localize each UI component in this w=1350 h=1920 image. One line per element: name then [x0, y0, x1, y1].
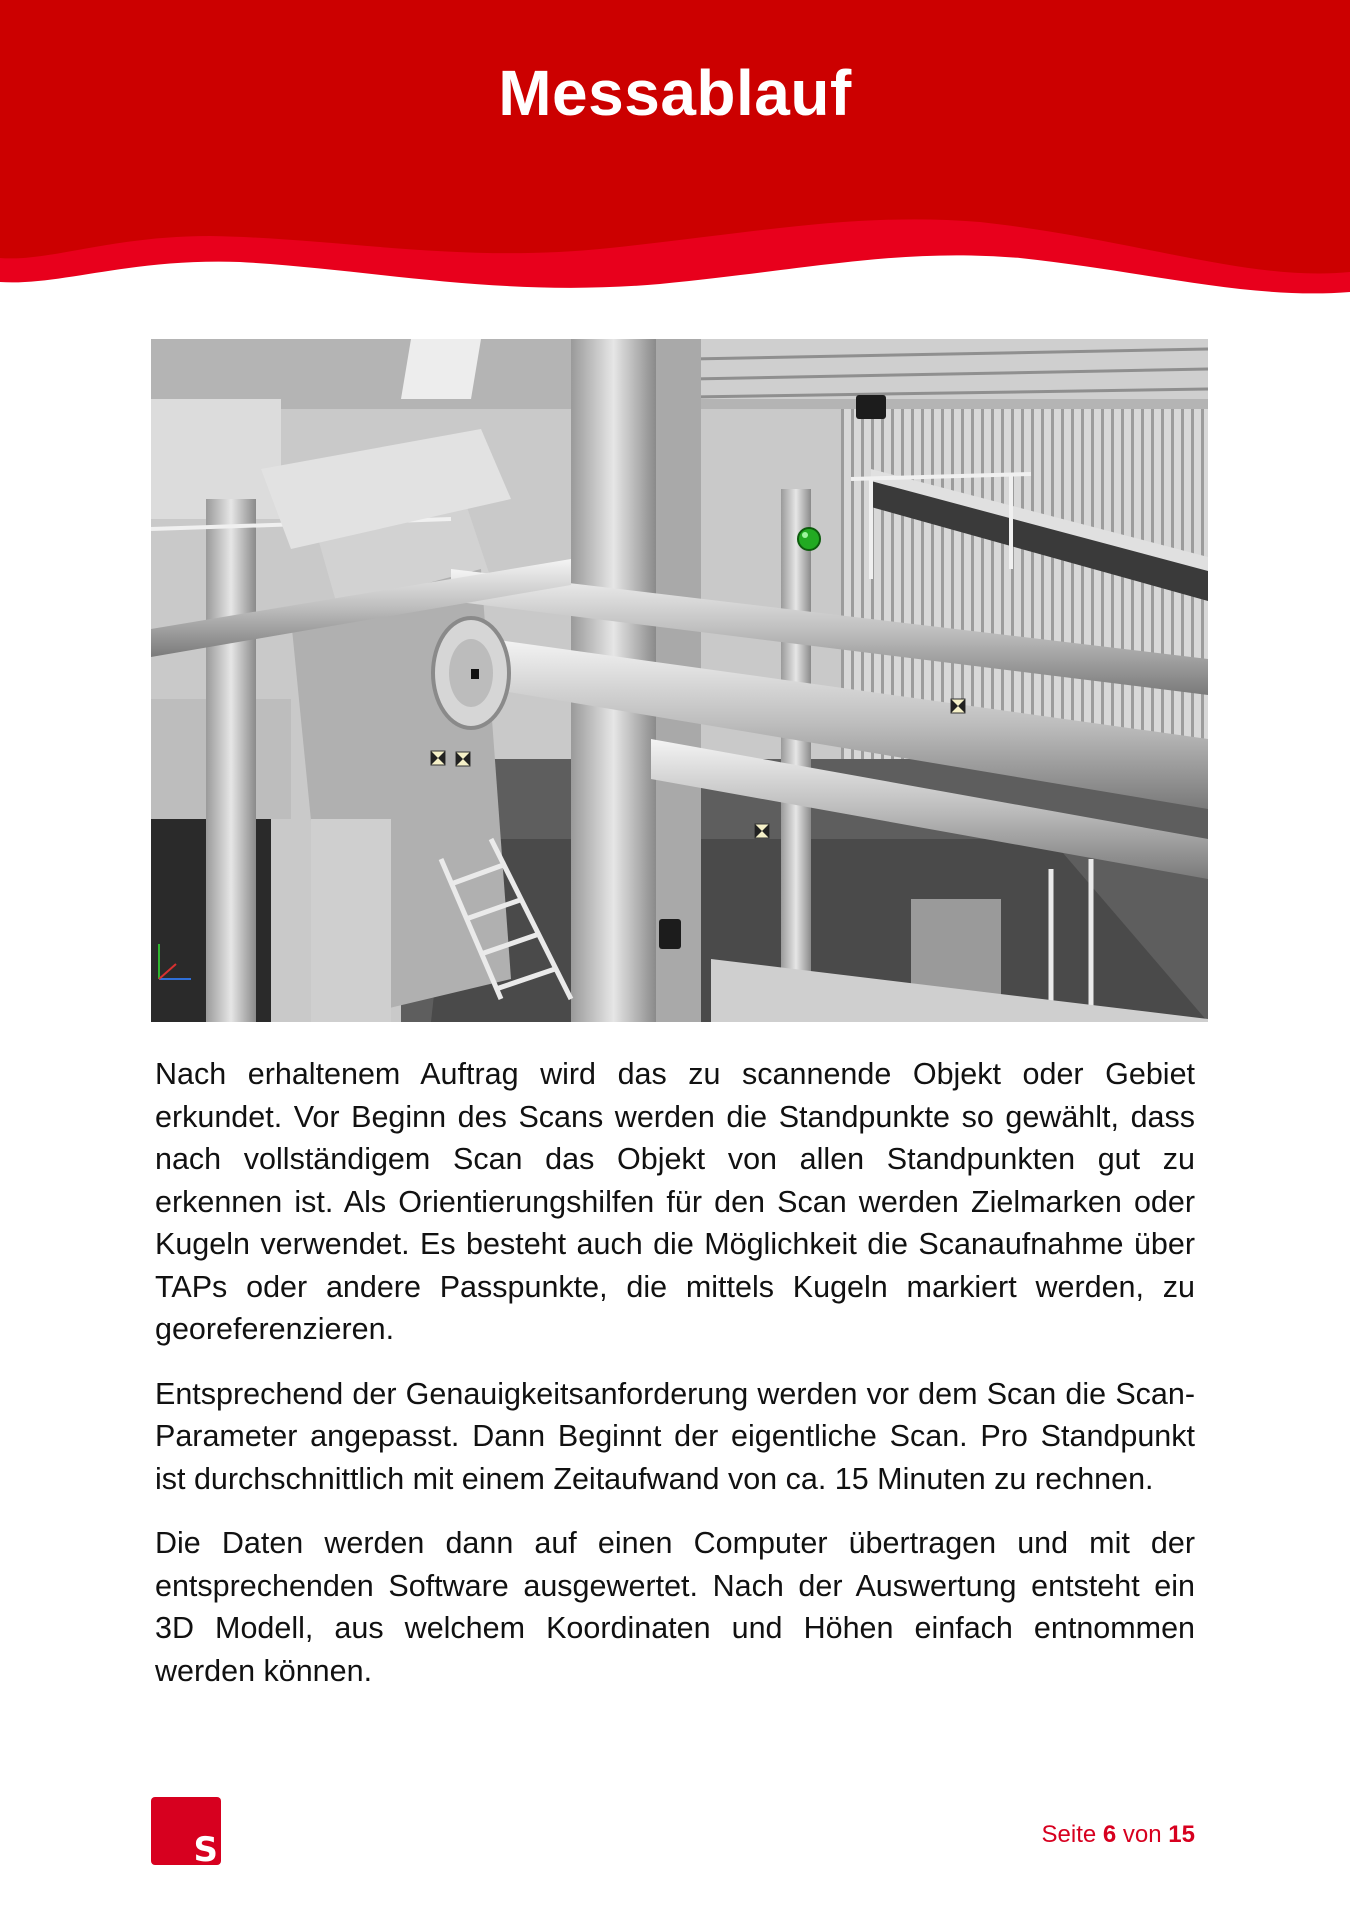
page-title: Messablauf [498, 57, 852, 129]
page-header [0, 0, 1350, 310]
page-number [1042, 1821, 1195, 1849]
body-text [155, 1053, 1195, 1714]
header-wave-banner [0, 0, 1350, 310]
page-prefix: Seite [1041, 1821, 1097, 1848]
page-total: 15 [1168, 1821, 1195, 1848]
page-separator: von [1122, 1821, 1162, 1848]
logo-letter: S [193, 1830, 218, 1870]
company-logo [151, 1797, 221, 1870]
page-current: 6 [1102, 1821, 1117, 1848]
paragraph-3: Die Daten werden dann auf einen Computer übertragen und mit der entsprechenden Software ausgewertet. Nach der Auswertung entsteht ein 3D Modell, aus welchem Koordinaten und Höhen einfach entnommen werden können. [155, 1526, 1195, 1688]
paragraph-1: Nach erhaltenem Auftrag wird das zu scannende Objekt oder Gebiet erkundet. Vor Beginn des Scans werden die Standpunkte so gewählt, dass nach vollständigem Scan das Objekt von allen Standpunkten gut zu erkennen ist. Als Orientierungshilfen für den Scan werden Zielmarken oder Kugeln verwendet. Es besteht auch die Möglichkeit die Scanaufnahme über TAPs oder andere Passpunkte, die mittels Kugeln markiert werden, zu georeferenzieren. [155, 1057, 1195, 1346]
paragraph-2: Entsprechend der Genauigkeitsanforderung werden vor dem Scan die Scan-Parameter angepasst. Dann Beginnt der eigentliche Scan. Pro Standpunkt ist durchschnittlich mit einem Zeitaufwand von ca. 15 Minuten zu rechnen. [155, 1376, 1195, 1496]
point-cloud-scan-image [151, 339, 1208, 1022]
